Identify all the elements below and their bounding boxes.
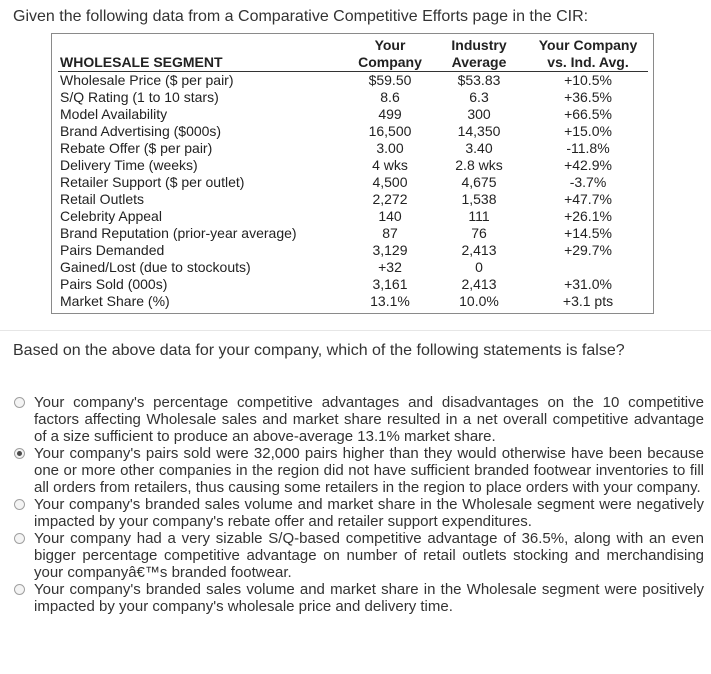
table-cell: Pairs Demanded <box>60 242 165 258</box>
table-cell: 2,413 <box>461 242 497 258</box>
table-cell: -3.7% <box>569 174 607 190</box>
table-cell: 499 <box>378 106 402 122</box>
data-panel <box>0 0 711 331</box>
table-cell: Brand Reputation (prior-year average) <box>60 225 297 241</box>
table-cell: 8.6 <box>380 89 400 105</box>
table-cell: +14.5% <box>564 225 612 241</box>
table-cell: Brand Advertising ($000s) <box>60 123 222 139</box>
table-cell: 6.3 <box>469 89 489 105</box>
table-cell: 4,500 <box>372 174 408 190</box>
col-header-segment: WHOLESALE SEGMENT <box>58 37 350 72</box>
table-row <box>58 140 648 157</box>
cir-table-box <box>51 33 654 314</box>
table-row <box>58 225 648 242</box>
table-cell: Delivery Time (weeks) <box>60 157 198 173</box>
table-cell: Market Share (%) <box>60 293 170 309</box>
table-cell: 2,272 <box>372 191 408 207</box>
table-cell: +15.0% <box>564 123 612 139</box>
table-cell: 111 <box>468 208 490 224</box>
table-row <box>58 208 648 225</box>
col-header-line: Your Company <box>538 37 638 53</box>
col-header-line: Your <box>374 37 406 53</box>
radio-button-selected[interactable] <box>14 448 25 459</box>
question-text: Based on the above data for your company, which of the following statements is false? <box>13 342 625 359</box>
table-cell: Gained/Lost (due to stockouts) <box>60 259 251 275</box>
answer-options <box>14 394 704 615</box>
answer-option[interactable] <box>14 496 704 530</box>
table-row <box>58 106 648 123</box>
table-cell: +47.7% <box>564 191 612 207</box>
table-cell <box>528 259 648 276</box>
intro-text: Given the following data from a Comparative Competitive Efforts page in the CIR: <box>13 8 589 25</box>
table-row <box>58 123 648 140</box>
radio-button[interactable] <box>14 533 25 544</box>
table-cell: +32 <box>378 259 402 275</box>
table-cell: 300 <box>467 106 491 122</box>
table-row <box>58 174 648 191</box>
table-cell: 4,675 <box>461 174 497 190</box>
table-cell: 4 wks <box>372 157 408 173</box>
radio-button[interactable] <box>14 397 25 408</box>
col-header-vs-ind-avg <box>528 37 648 72</box>
table-body <box>58 72 648 311</box>
table-cell: Celebrity Appeal <box>60 208 162 224</box>
table-cell: 140 <box>378 208 402 224</box>
table-cell: S/Q Rating (1 to 10 stars) <box>60 89 219 105</box>
table-cell: +36.5% <box>564 89 612 105</box>
table-cell: 3.00 <box>376 140 404 156</box>
table-cell: Retail Outlets <box>60 191 145 207</box>
answer-option[interactable] <box>14 445 704 496</box>
radio-button[interactable] <box>14 499 25 510</box>
table-cell: -11.8% <box>566 140 610 156</box>
table-cell: 3.40 <box>465 140 493 156</box>
table-row <box>58 259 648 276</box>
col-header-industry-average <box>430 37 528 72</box>
col-header-line: Average <box>451 54 507 70</box>
table-cell: 13.1% <box>370 293 410 309</box>
table-cell: +29.7% <box>564 242 612 258</box>
table-cell: +26.1% <box>564 208 612 224</box>
table-cell: +66.5% <box>564 106 612 122</box>
table-cell: Rebate Offer ($ per pair) <box>60 140 213 156</box>
table-row <box>58 276 648 293</box>
table-row <box>58 242 648 259</box>
radio-button[interactable] <box>14 584 25 595</box>
col-header-line: Company <box>358 54 422 70</box>
table-cell: 14,350 <box>457 123 501 139</box>
answer-option-text: Your company had a very sizable S/Q-based competitive advantage of 36.5%, along with an even bigger percentage competitive advantage on number of retail outlets stocking and merchandising your companyâ€™s branded footwear. <box>34 530 704 581</box>
table-cell: +42.9% <box>564 157 612 173</box>
table-cell: $53.83 <box>457 72 501 88</box>
table-cell: 76 <box>471 225 487 241</box>
table-cell: 87 <box>382 225 398 241</box>
table-row <box>58 293 648 310</box>
table-header-row <box>58 37 648 72</box>
table-cell: 3,129 <box>372 242 408 258</box>
table-cell: Pairs Sold (000s) <box>60 276 168 292</box>
cir-table <box>58 37 648 310</box>
answer-option-text: Your company's pairs sold were 32,000 pairs higher than they would otherwise have been because one or more other companies in the region did not have sufficient branded footwear inventories to fill all orders from retailers, thus causing some retailers in the region to place orders with your company. <box>34 445 704 496</box>
table-cell: 3,161 <box>372 276 408 292</box>
table-cell: +3.1 pts <box>562 293 614 309</box>
table-cell: Retailer Support ($ per outlet) <box>60 174 245 190</box>
table-cell: 1,538 <box>461 191 497 207</box>
table-cell: Model Availability <box>60 106 168 122</box>
table-cell: 2.8 wks <box>455 157 503 173</box>
table-row <box>58 72 648 90</box>
table-cell: 16,500 <box>368 123 412 139</box>
table-cell: 10.0% <box>459 293 499 309</box>
answer-option[interactable] <box>14 581 704 615</box>
table-row <box>58 89 648 106</box>
table-cell: $59.50 <box>368 72 412 88</box>
answer-option[interactable] <box>14 394 704 445</box>
table-cell: 0 <box>475 259 483 275</box>
col-header-line: Industry <box>451 37 507 53</box>
table-cell: Wholesale Price ($ per pair) <box>60 72 234 88</box>
col-header-line: vs. Ind. Avg. <box>547 54 629 70</box>
answer-option-text: Your company's branded sales volume and market share in the Wholesale segment were positively impacted by your company's wholesale price and delivery time. <box>34 581 704 615</box>
answer-option[interactable] <box>14 530 704 581</box>
table-cell: +31.0% <box>564 276 612 292</box>
table-row <box>58 191 648 208</box>
table-cell: +10.5% <box>564 72 612 88</box>
answer-option-text: Your company's percentage competitive advantages and disadvantages on the 10 competitive factors affecting Wholesale sales and market share resulted in a net overall competitive advantage of a size sufficient to produce an above-average 13.1% market share. <box>34 394 704 445</box>
table-cell: 2,413 <box>461 276 497 292</box>
col-header-your-company <box>350 37 430 72</box>
answer-option-text: Your company's branded sales volume and market share in the Wholesale segment were negatively impacted by your company's rebate offer and retailer support expenditures. <box>34 496 704 530</box>
table-row <box>58 157 648 174</box>
